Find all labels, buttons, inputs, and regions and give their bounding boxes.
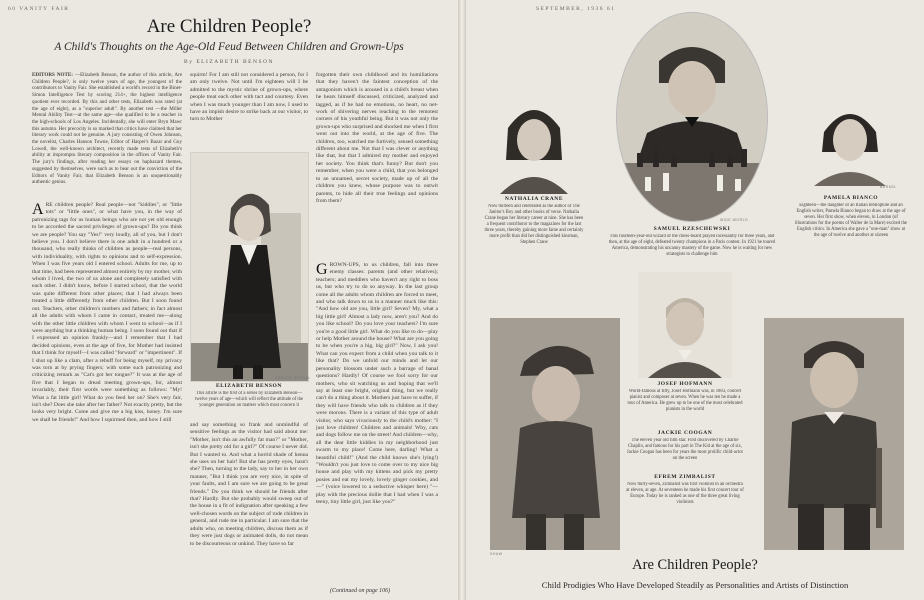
- pamela-bianco-credit: BERKEL: [880, 185, 897, 189]
- right-running-head: SEPTEMBER, 1936 61: [536, 6, 616, 12]
- pamela-bianco-photo: [802, 88, 898, 186]
- jackie-coogan-photo: [490, 318, 620, 550]
- main-caption-name: ELIZABETH BENSON: [216, 383, 282, 389]
- efrem-zimbalist-photo: [764, 318, 904, 550]
- nathalia-crane-caption: Now thirteen and celebrated as the author of The Janitor's Boy and other books of verse. Nathalia Crane began her literary career at nine. She has been a frequent contributor to the magazines for the last three years, thereby gaining more fame and certainly more profit than did her distinguished kinsman, Stephen Crane: [484, 204, 584, 245]
- efrem-zimbalist-caption: Now thirty-seven, Zimbalist was first violinist in an orchestra at eleven, at age. At seventeen he made his first concert tour of Europe. Today he is ranked as one of the three great living violinists: [626, 482, 744, 505]
- column-3-text-bottom: [316, 262, 438, 584]
- column-2-text-bottom: and say something so frank and unmindful of sensitive feelings as the visitor had said about me: "Mother, isn't this an awfully fat man?" or "Mother, isn't she pretty old for a girl?" Of course I never did. But I wanted to. And what a horrid shade of henna she uses on her hair! But she has pretty eyes, hasn't she? Then, turning to the lady, say to her in her own manner, "But I think you are very nice, in spite of your faults, and I am sure we are going to be great friends." Do you think we should be friends after that? Hardly. But she probably would sweep out of the house in a fit of indignation after speaking a few well-chosen words on the subject of rude children in general, and rude me in particular. I am sure that the adults who, on meeting children, discuss them as if they were just dogs or animated dolls, do not mean to be discourteous or unkind. They have so far: [190, 422, 308, 547]
- page-gutter: [458, 0, 466, 600]
- right-page: [466, 0, 924, 600]
- nathalia-crane-name: NATHALIA CRANE: [504, 196, 564, 202]
- article-subtitle: A Child's Thoughts on the Age-Old Feud Between Children and Grown-Ups: [54, 41, 404, 53]
- samuel-rzeschewski-name: SAMUEL RZESCHEWSKI: [653, 226, 731, 232]
- prodigies-page-subtitle: Child Prodigies Who Have Developed Steadily as Personalities and Artists of Distinction: [541, 580, 849, 590]
- josef-hofmann-photo: [638, 272, 732, 378]
- editors-note-label: EDITORS NOTE:: [32, 72, 73, 78]
- left-running-head: 60 VANITY FAIR: [8, 6, 70, 12]
- pamela-bianco-portrait-icon: [802, 88, 898, 186]
- prodigies-page-title: Are Children People?: [632, 557, 758, 573]
- left-page: [0, 0, 458, 600]
- efrem-zimbalist-portrait-icon: [764, 318, 904, 550]
- column-1-body: RE children people? Real people—not "kiddies", or "little tots" or "little ones", or what have you, in the way of patronizing tags for us human beings who are not yet old enough to be accorded the sacred privileges of grown-ups? Do you think we are people? You say "Yes!" very loudly, all of you, but I don't believe you. I don't believe there is one adult in a hundred or a thousand, who really thinks of children as people—real persons, with individuality, with rights to opinions and to self-expression. When I was five years old I entered school. Adults for me, up to that time, had been represented almost entirely by my mother, with whom I lived, the two of us alone and completely satisfied with each other. I didn't know, before I started school, that the world was quite different from other places; that I had always been treated a little differently from other children. But I soon found out. Teachers, other children's mothers and fathers; in fact almost all the adults with whom I came in contact, treated me—along with the other little children with whom I went to school—as if I were anything but a thinking human being. I soon found out that if I expressed an opinion frankly—and I remember that I had decided opinions, even at the age of five, for Mother had insisted that I think for myself—I was called "forward" or "impertinent". If I shut up like a clam, after a rebuff for being myself, my privacy was torn at by prying fingers; with some such patronizing and criticizing remark as "Cat's got her tongue?" It was at the age of five that I began to dread meeting grown-ups, for, almost invariably, their first words were something as follows: "My! What a fat little girl! What do you feed her on? She's very fair, isn't she? Does she take after her father? Not exactly pretty, but the looks very bright. Come and give me a big kiss, honey. I'm sure we shall be friends!" And how I squirmed then, and how I still: [32, 202, 182, 423]
- nathalia-crane-photo: [490, 88, 578, 194]
- column-1-dropcap: A: [32, 202, 44, 218]
- efrem-zimbalist-name: EFREM ZIMBALIST: [654, 474, 716, 480]
- editors-note-text: —Elizabeth Benson, the author of this article, Are Children People?, is only twelve years of age, the youngest of the contributors to Vanity Fair. She established a world's record in the Binet-Simon Intelligence Test by scoring 214+, the highest intelligence quotient ever recorded. By this and other tests, Elizabeth was rated (at the age of eight), as a "superior adult". By another test —the Miller Mental Ability Test—at the same age—she qualified to be a teacher in the high-schools of Los Angeles. Incidentally, she will enter Bryn Mawr this autumn. Her precocity is so marked that critics have claimed that her literary work could not be genuine. A jury consisting of Owen Johnson, the novelist, Charles Hanson Towne, Editor of Harper's Bazar and Guy Lowell, the well-known architect, recently made tests of Elizabeth's ability at impromptu literary composition in the offices of Vanity Fair. The jury's findings, after reading her essays on haphazard themes, suggested by themselves, were such as to bear out the conviction of the Editors of Vanity Fair, that Elizabeth Benson is an unquestionably authentic genius.: [32, 72, 182, 186]
- jackie-coogan-caption: The eleven year old film star. First discovered by Charlie Chaplin, and famous for his part in The Kid at the age of six, Jackie Coogan has been for years the most prolific child-actor on the screen: [626, 438, 744, 461]
- jackie-coogan-portrait-icon: [490, 318, 620, 550]
- josef-hofmann-portrait-icon: [638, 272, 732, 378]
- samuel-rzeschewski-photo: [616, 12, 768, 222]
- editors-note: [32, 72, 182, 198]
- samuel-rzeschewski-portrait-icon: [617, 13, 767, 221]
- continued-note: (Continued on page 106): [330, 588, 391, 594]
- elizabeth-benson-photo: [190, 152, 309, 382]
- article-title: Are Children People?: [146, 16, 312, 37]
- column-2-text-top: squirm! For I am still not considered a person, for I am only twelve. Not until I'm eighteen will I be admitted to the mystic shrine of grown-ups, where people treat each other with tact and courtesy. Even when I was much younger than I am now, I used to have an impish desire to strike back at our visitor, to turn to Mother: [190, 72, 308, 123]
- column-3-text-top: forgotten their own childhood and its humiliations that they haven't the faintest conception of the antagonism which is aroused in a child's breast when he hears himself discussed, criticized, analyzed and tagged, as if he had no emotions, no heart, no net-work of shivering nerves reaching to the remotest corners of his youthful being. But it was not only the grown-ups who surprised and shocked me when I first went out into the world, at the age of five. The children, too, watched me furtively, sensed something different about me. Not that I was clever or anything like that, but that I admired my mother and enjoyed her society. You think that's funny? But don't you remember, when you were a child, that you belonged to an unnamed, secret society, made up of all the children you knew, whose purpose was to outwit parents, to hide all their true feelings and opinions from them?: [316, 72, 438, 204]
- jackie-coogan-credit: SHAW: [490, 552, 503, 556]
- josef-hofmann-caption: World-famous at fifty, Josef Hofmann was, in 1883, concert pianist and composer at seven. When he was ten he made a tour of America. He grew up to be one of the most celebrated pianists in the world: [627, 389, 743, 412]
- column-3-body: ROWN-UPS, to us children, fall into three enemy classes: parents (and other relatives); teachers; and meddlers who haven't any right to boss us, but who try to do so anyway. In the last group come all the adults whom children are forced to meet, and who talk down to us in a manner much like this: "And how old are you, little girl? Seven? My, what a big little girl! Almost a lady now, aren't you? And do you like school? Do you love your teachers? I'm sure you're a good little girl. What do you like to do—play or help Mother around the house? What are you going to be when you're a big, big girl?" Now, I ask you! What can you expect from a child when you talk to it like that? Do we unfold our minds and let our personality blossom under such a barrage of banal questions? Hardly! Of course we fool sorry for our mothers, who sit watching us and hoping that we'll say at least one bright, original thing, but we really can't do a thing about it. Mothers just have to suffer, if they will have friends who talk to children as if they were morons. There is a variant of this type of adult visitor, who says vivaciously to the child's mother: "I just love children! Children and animals! Why, cats and dogs follow me on the street! And children—why, all the dear little kiddies in my neighborhood just swarm to my place! Come here, darling! What a beautiful child!" (And the child knows she's lying!) "Wouldn't you just love to come over to my nice big house and play with my kittens and pick my pretty posies and eat my lovely, lovely ginger cookies, and—" (voice lowered to a seductive whisper here) "—play with the precious dollie that I had when I was a teeny, tiny little girl, just like you?": [316, 262, 438, 505]
- article-byline: By ELIZABETH BENSON: [184, 59, 274, 65]
- pamela-bianco-name: PAMELA BIANCO: [823, 195, 879, 201]
- jackie-coogan-name: JACKIE COOGAN: [657, 430, 713, 436]
- main-photo-credit: CARLOS BERNAL: [275, 376, 311, 380]
- josef-hofmann-name: JOSEF HOFMANN: [657, 381, 713, 387]
- column-3-dropcap: G: [316, 262, 328, 278]
- nathalia-crane-portrait-icon: [490, 88, 578, 194]
- pamela-bianco-caption: Eighteen—the daughter of an Italian bibliophile and an English writer, Pamela Bianco began to draw at the age of seven. Her first show, when eleven, in London (of illustrations for the poems of Walter de la Mare) excited the English critics. In America she gave a "one-man" show at the age of twelve and another at sixteen: [795, 203, 907, 238]
- samuel-rzeschewski-credit: WIDE WORLD: [720, 218, 749, 222]
- elizabeth-benson-portrait-icon: [191, 153, 308, 381]
- main-caption-text: This article is the first of a series by Elizabeth Benson—twelve years of age—which will reflect the attitude of the younger generation on matters which most concern it: [194, 391, 304, 408]
- column-1-text: [32, 202, 182, 595]
- samuel-rzeschewski-caption: This fourteen-year-old wizard of the chess-board played incessantly for three years, and then, at the age of eight, defeated twenty champions in a Paris contest. In 1921 he toured America, demonstrating his uncanny mastery of the game. Now he is waiting for new strategists to challenge him: [608, 234, 776, 257]
